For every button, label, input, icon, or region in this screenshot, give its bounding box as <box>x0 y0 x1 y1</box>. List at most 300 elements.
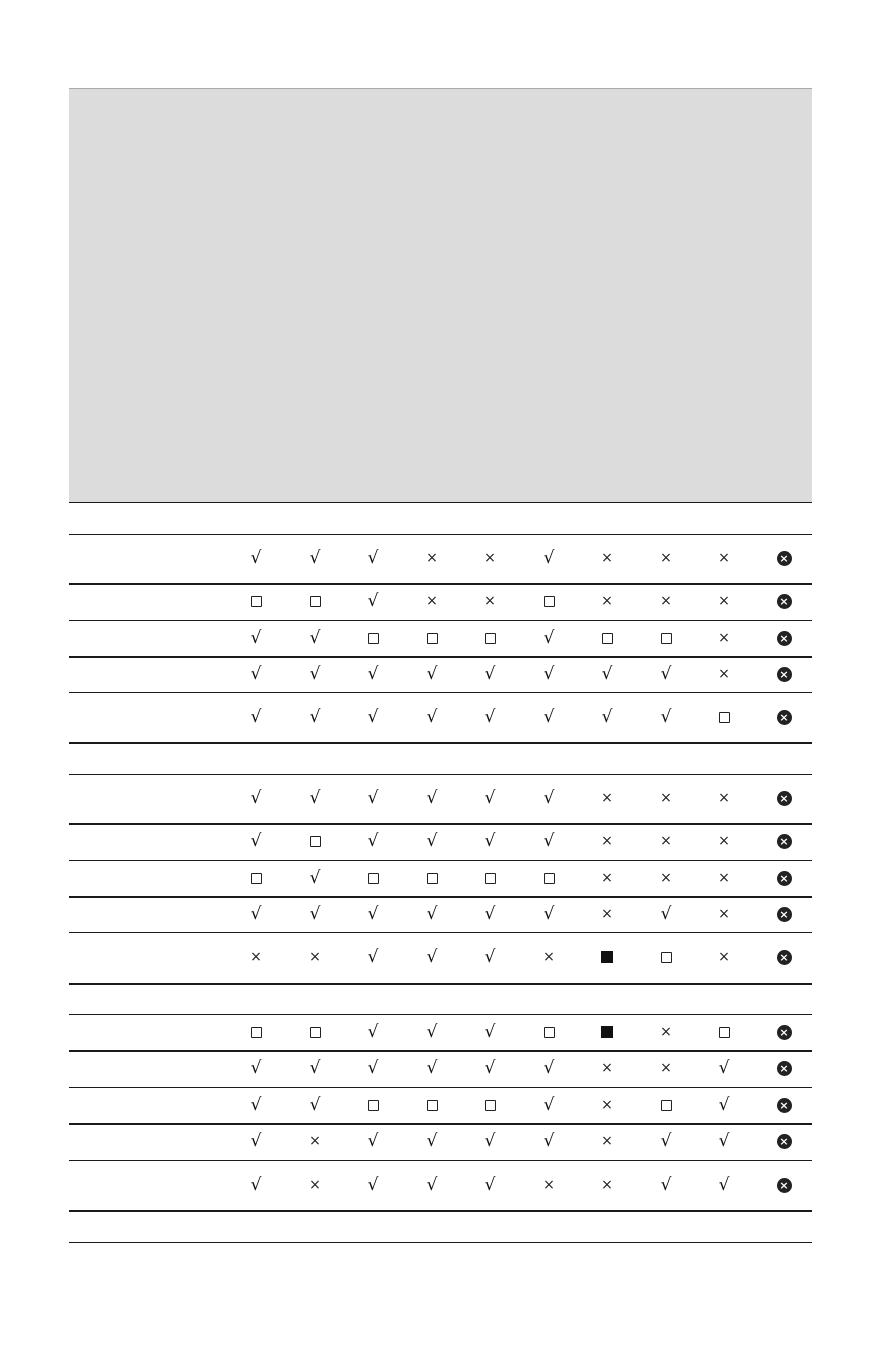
table-cell <box>295 702 335 732</box>
table-rule <box>69 1087 812 1088</box>
circle-x-icon: × <box>777 834 792 849</box>
table-header-band <box>69 88 812 503</box>
check-icon: √ <box>601 663 613 684</box>
check-icon: √ <box>426 946 438 967</box>
cross-icon: × <box>660 593 672 609</box>
check-icon: √ <box>426 1174 438 1195</box>
check-icon: √ <box>426 903 438 924</box>
cross-icon: × <box>718 870 730 886</box>
table-cell <box>295 1017 335 1047</box>
table-cell <box>236 899 276 929</box>
empty-box-icon <box>485 633 496 644</box>
circle-x-icon: × <box>777 631 792 646</box>
table-cell <box>353 942 393 972</box>
table-cell <box>704 783 744 813</box>
table-cell <box>412 826 452 856</box>
check-icon: √ <box>484 706 496 727</box>
check-icon: √ <box>543 627 555 648</box>
table-cell <box>587 1090 627 1120</box>
table-cell <box>587 702 627 732</box>
table-cell <box>587 659 627 689</box>
table-cell <box>295 659 335 689</box>
empty-box-icon <box>251 873 262 884</box>
cross-icon: × <box>601 593 613 609</box>
table-cell <box>704 1170 744 1200</box>
table-cell <box>587 783 627 813</box>
cross-icon: × <box>426 593 438 609</box>
table-cell <box>646 1017 686 1047</box>
circle-x-icon: × <box>777 1061 792 1076</box>
table-cell <box>704 623 744 653</box>
cross-icon: × <box>601 906 613 922</box>
filled-box-icon <box>601 951 613 963</box>
table-cell <box>587 1053 627 1083</box>
table-cell <box>646 942 686 972</box>
table-cell <box>646 702 686 732</box>
table-cell <box>470 1126 510 1156</box>
check-icon: √ <box>484 946 496 967</box>
table-cell <box>470 1017 510 1047</box>
table-cell <box>353 623 393 653</box>
table-cell <box>353 863 393 893</box>
table-cell <box>646 826 686 856</box>
table-cell <box>412 702 452 732</box>
table-cell <box>764 942 804 972</box>
table-cell <box>236 942 276 972</box>
table-cell <box>236 1170 276 1200</box>
check-icon: √ <box>309 1057 321 1078</box>
table-cell <box>704 826 744 856</box>
table-rule <box>69 620 812 621</box>
table-cell <box>764 543 804 573</box>
check-icon: √ <box>367 1057 379 1078</box>
cross-icon: × <box>601 790 613 806</box>
table-cell <box>704 659 744 689</box>
empty-box-icon <box>544 596 555 607</box>
table-rule <box>69 823 812 825</box>
check-icon: √ <box>718 1174 730 1195</box>
check-icon: √ <box>426 1021 438 1042</box>
table-cell <box>646 1053 686 1083</box>
table-cell <box>704 702 744 732</box>
empty-box-icon <box>427 1100 438 1111</box>
check-icon: √ <box>367 547 379 568</box>
check-icon: √ <box>484 830 496 851</box>
check-icon: √ <box>250 1057 262 1078</box>
table-cell <box>704 586 744 616</box>
check-icon: √ <box>660 706 672 727</box>
cross-icon: × <box>309 949 321 965</box>
table-cell <box>704 863 744 893</box>
table-rule <box>69 742 812 744</box>
table-cell <box>412 942 452 972</box>
check-icon: √ <box>250 1094 262 1115</box>
cross-icon: × <box>660 1060 672 1076</box>
cross-icon: × <box>718 593 730 609</box>
cross-icon: × <box>543 949 555 965</box>
table-cell <box>646 783 686 813</box>
table-cell <box>529 783 569 813</box>
table-cell <box>587 826 627 856</box>
cross-icon: × <box>660 833 672 849</box>
table-cell <box>764 826 804 856</box>
cross-icon: × <box>484 593 496 609</box>
table-rule <box>69 1014 812 1015</box>
table-cell <box>470 543 510 573</box>
table-rule <box>69 502 812 503</box>
table-cell <box>353 1090 393 1120</box>
empty-box-icon <box>544 873 555 884</box>
check-icon: √ <box>250 903 262 924</box>
table-cell <box>412 543 452 573</box>
check-icon: √ <box>426 830 438 851</box>
check-icon: √ <box>426 1130 438 1151</box>
table-cell <box>646 623 686 653</box>
cross-icon: × <box>543 1177 555 1193</box>
table-cell <box>236 1090 276 1120</box>
check-icon: √ <box>484 663 496 684</box>
check-icon: √ <box>309 867 321 888</box>
check-icon: √ <box>484 903 496 924</box>
table-rule <box>69 1242 812 1243</box>
check-icon: √ <box>660 1174 672 1195</box>
table-cell <box>295 543 335 573</box>
table-cell <box>470 1053 510 1083</box>
table-cell <box>236 783 276 813</box>
table-cell <box>764 586 804 616</box>
check-icon: √ <box>484 1130 496 1151</box>
table-cell <box>236 1053 276 1083</box>
empty-box-icon <box>251 1027 262 1038</box>
check-icon: √ <box>309 663 321 684</box>
check-icon: √ <box>543 1094 555 1115</box>
check-icon: √ <box>543 663 555 684</box>
cross-icon: × <box>601 1133 613 1149</box>
table-cell <box>353 586 393 616</box>
table-cell <box>529 1090 569 1120</box>
table-cell <box>412 863 452 893</box>
cross-icon: × <box>309 1177 321 1193</box>
check-icon: √ <box>543 903 555 924</box>
table-cell <box>470 586 510 616</box>
table-cell <box>412 899 452 929</box>
table-cell <box>295 1126 335 1156</box>
table-cell <box>470 863 510 893</box>
check-icon: √ <box>718 1094 730 1115</box>
check-icon: √ <box>367 1130 379 1151</box>
check-icon: √ <box>543 1057 555 1078</box>
table-cell <box>587 586 627 616</box>
check-icon: √ <box>250 663 262 684</box>
check-icon: √ <box>250 1130 262 1151</box>
check-icon: √ <box>367 1174 379 1195</box>
empty-box-icon <box>544 1027 555 1038</box>
table-cell <box>470 623 510 653</box>
empty-box-icon <box>368 873 379 884</box>
table-rule <box>69 774 812 775</box>
table-cell <box>470 702 510 732</box>
check-icon: √ <box>250 1174 262 1195</box>
circle-x-icon: × <box>777 551 792 566</box>
circle-x-icon: × <box>777 1098 792 1113</box>
check-icon: √ <box>367 787 379 808</box>
check-icon: √ <box>250 706 262 727</box>
table-cell <box>236 863 276 893</box>
table-cell <box>704 1017 744 1047</box>
table-cell <box>529 1126 569 1156</box>
table-cell <box>236 1126 276 1156</box>
check-icon: √ <box>309 547 321 568</box>
table-cell <box>646 1170 686 1200</box>
empty-box-icon <box>427 873 438 884</box>
table-cell <box>646 1126 686 1156</box>
table-cell <box>353 899 393 929</box>
check-icon: √ <box>543 1130 555 1151</box>
check-icon: √ <box>309 1094 321 1115</box>
cross-icon: × <box>718 949 730 965</box>
table-cell <box>295 942 335 972</box>
empty-box-icon <box>719 712 730 723</box>
table-cell <box>764 659 804 689</box>
check-icon: √ <box>543 706 555 727</box>
check-icon: √ <box>660 903 672 924</box>
table-rule <box>69 534 812 535</box>
table-cell <box>295 586 335 616</box>
table-cell <box>704 1090 744 1120</box>
table-cell <box>529 702 569 732</box>
circle-x-icon: × <box>777 1178 792 1193</box>
check-icon: √ <box>250 627 262 648</box>
circle-x-icon: × <box>777 1134 792 1149</box>
table-rule <box>69 1210 812 1212</box>
check-icon: √ <box>426 787 438 808</box>
table-cell <box>353 1053 393 1083</box>
table-cell <box>295 1170 335 1200</box>
table-cell <box>764 702 804 732</box>
table-cell <box>704 1053 744 1083</box>
table-cell <box>587 1017 627 1047</box>
table-cell <box>587 623 627 653</box>
table-cell <box>412 623 452 653</box>
table-rule <box>69 583 812 585</box>
table-cell <box>764 1126 804 1156</box>
check-icon: √ <box>250 830 262 851</box>
circle-x-icon: × <box>777 667 792 682</box>
table-cell <box>295 863 335 893</box>
check-icon: √ <box>543 830 555 851</box>
empty-box-icon <box>427 633 438 644</box>
empty-box-icon <box>602 633 613 644</box>
table-cell <box>412 1126 452 1156</box>
table-cell <box>236 586 276 616</box>
table-cell <box>412 783 452 813</box>
table-rule <box>69 896 812 898</box>
table-cell <box>412 659 452 689</box>
filled-box-icon <box>601 1026 613 1038</box>
check-icon: √ <box>367 706 379 727</box>
cross-icon: × <box>484 550 496 566</box>
table-cell <box>646 659 686 689</box>
table-rule <box>69 656 812 658</box>
check-icon: √ <box>543 787 555 808</box>
table-cell <box>412 586 452 616</box>
table-cell <box>646 863 686 893</box>
table-cell <box>764 783 804 813</box>
table-rule <box>69 860 812 861</box>
table-cell <box>646 586 686 616</box>
circle-x-icon: × <box>777 1025 792 1040</box>
check-icon: √ <box>367 1021 379 1042</box>
table-cell <box>529 623 569 653</box>
check-icon: √ <box>484 1174 496 1195</box>
empty-box-icon <box>719 1027 730 1038</box>
table-cell <box>236 702 276 732</box>
check-icon: √ <box>718 1130 730 1151</box>
check-icon: √ <box>367 946 379 967</box>
check-icon: √ <box>309 627 321 648</box>
table-cell <box>236 826 276 856</box>
table-rule <box>69 932 812 933</box>
empty-box-icon <box>251 596 262 607</box>
check-icon: √ <box>367 590 379 611</box>
check-icon: √ <box>367 663 379 684</box>
cross-icon: × <box>601 1097 613 1113</box>
table-cell <box>470 1090 510 1120</box>
check-icon: √ <box>484 1057 496 1078</box>
cross-icon: × <box>601 870 613 886</box>
table-cell <box>529 1170 569 1200</box>
table-cell <box>295 1053 335 1083</box>
circle-x-icon: × <box>777 950 792 965</box>
table-cell <box>353 783 393 813</box>
cross-icon: × <box>718 630 730 646</box>
cross-icon: × <box>660 870 672 886</box>
table-cell <box>470 1170 510 1200</box>
table-cell <box>646 543 686 573</box>
table-cell <box>529 942 569 972</box>
table-cell <box>412 1090 452 1120</box>
table-cell <box>236 623 276 653</box>
empty-box-icon <box>661 952 672 963</box>
cross-icon: × <box>601 1177 613 1193</box>
table-cell <box>587 1126 627 1156</box>
empty-box-icon <box>310 836 321 847</box>
check-icon: √ <box>367 903 379 924</box>
table-cell <box>764 1170 804 1200</box>
table-cell <box>646 899 686 929</box>
cross-icon: × <box>718 906 730 922</box>
cross-icon: × <box>309 1133 321 1149</box>
table-cell <box>295 899 335 929</box>
empty-box-icon <box>485 873 496 884</box>
circle-x-icon: × <box>777 871 792 886</box>
circle-x-icon: × <box>777 907 792 922</box>
table-cell <box>529 1053 569 1083</box>
table-cell <box>529 543 569 573</box>
empty-box-icon <box>310 1027 321 1038</box>
table-cell <box>529 586 569 616</box>
empty-box-icon <box>368 1100 379 1111</box>
table-cell <box>529 863 569 893</box>
table-rule <box>69 1050 812 1052</box>
check-icon: √ <box>601 706 613 727</box>
table-cell <box>236 543 276 573</box>
table-cell <box>353 1126 393 1156</box>
check-icon: √ <box>309 706 321 727</box>
cross-icon: × <box>660 790 672 806</box>
table-cell <box>353 1170 393 1200</box>
check-icon: √ <box>660 663 672 684</box>
empty-box-icon <box>368 633 379 644</box>
table-cell <box>470 942 510 972</box>
table-cell <box>295 826 335 856</box>
cross-icon: × <box>660 550 672 566</box>
table-cell <box>295 623 335 653</box>
table-cell <box>353 659 393 689</box>
table-cell <box>529 899 569 929</box>
check-icon: √ <box>250 547 262 568</box>
cross-icon: × <box>601 1060 613 1076</box>
check-icon: √ <box>367 830 379 851</box>
cross-icon: × <box>660 1024 672 1040</box>
check-icon: √ <box>250 787 262 808</box>
cross-icon: × <box>718 550 730 566</box>
check-icon: √ <box>309 787 321 808</box>
circle-x-icon: × <box>777 594 792 609</box>
table-cell <box>529 1017 569 1047</box>
table-cell <box>704 942 744 972</box>
table-cell <box>704 1126 744 1156</box>
cross-icon: × <box>601 550 613 566</box>
check-icon: √ <box>484 1021 496 1042</box>
table-cell <box>236 1017 276 1047</box>
table-cell <box>412 1053 452 1083</box>
table-cell <box>646 1090 686 1120</box>
table-cell <box>470 783 510 813</box>
table-cell <box>587 942 627 972</box>
table-rule <box>69 692 812 693</box>
empty-box-icon <box>661 633 672 644</box>
table-cell <box>764 1017 804 1047</box>
table-cell <box>295 1090 335 1120</box>
check-icon: √ <box>543 547 555 568</box>
table-cell <box>353 1017 393 1047</box>
table-cell <box>412 1017 452 1047</box>
table-cell <box>295 783 335 813</box>
table-cell <box>470 659 510 689</box>
check-icon: √ <box>426 663 438 684</box>
check-icon: √ <box>484 787 496 808</box>
table-rule <box>69 1160 812 1161</box>
table-cell <box>587 543 627 573</box>
circle-x-icon: × <box>777 710 792 725</box>
table-cell <box>236 659 276 689</box>
table-rule <box>69 1123 812 1125</box>
table-cell <box>353 826 393 856</box>
cross-icon: × <box>426 550 438 566</box>
check-icon: √ <box>660 1130 672 1151</box>
table-cell <box>764 863 804 893</box>
empty-box-icon <box>310 596 321 607</box>
table-cell <box>529 826 569 856</box>
table-cell <box>587 899 627 929</box>
check-icon: √ <box>309 903 321 924</box>
table-cell <box>353 702 393 732</box>
circle-x-icon: × <box>777 791 792 806</box>
table-cell <box>587 863 627 893</box>
check-icon: √ <box>426 1057 438 1078</box>
table-cell <box>764 623 804 653</box>
